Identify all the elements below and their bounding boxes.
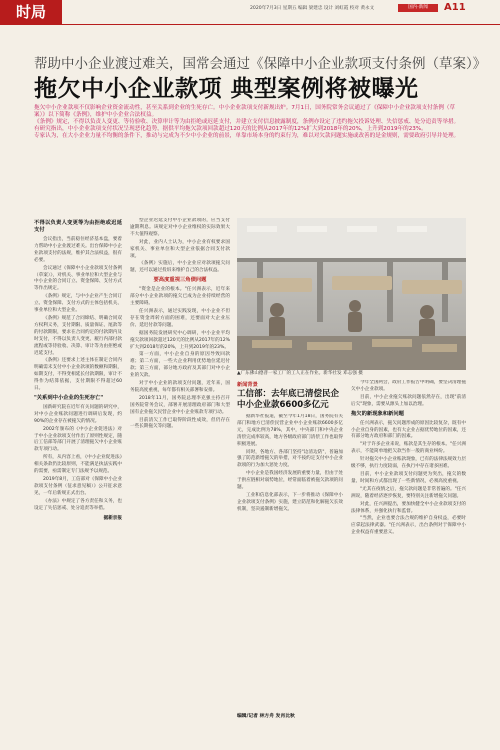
paragraph: 据国务院发展研究中心调研，中小企业平均拖欠款项回款超过120天的比例从2017年的12%扩大到2018年的20%，上升到2019年的23%。 — [130, 330, 230, 350]
paragraph: 目前，中小企业拖欠账款问题依然存在，出现"前清后欠"现象，需要从源头上加以治理。 — [351, 394, 466, 407]
paragraph: 2019年8月，工信部对《保障中小企业款项支付条例（征求意见稿）》公开征求意见，一年后新规正式出台。 — [34, 477, 122, 496]
lead-paragraph: 有研究指出，中小企业款项支付状况呈现恶化趋势，据供平均拖欠款项回款超过120天的比例从2017年的12%扩大到2018年的20%，上升到2019年的23%。 — [34, 126, 427, 132]
column-heading: 拖欠的新现象和新问题 — [351, 410, 404, 417]
paragraph: 今年全国两会，政府工作报告中明确，要坚决清理拖欠中小企业款项。 — [351, 380, 466, 392]
edition-badge: 国内·新闻 — [398, 4, 438, 12]
paragraph: 对于中小企业的款项支付问题，近年来，国务院高度重视，每年都有相关部署和安排。 — [130, 381, 230, 393]
paragraph: 会议指出，当前稳住经济基本盘，要着力帮助中小企业渡过难关。出台保障中小企业款项支付的法规，维护其合法权益，很有必要。 — [34, 237, 122, 263]
paragraph: "对于许多企业来说，账款是其生存的根本。"任兴洲表示，不能简单地把欠款当作一般的商业纠纷。 — [351, 442, 466, 455]
paragraph: 对此，任兴洲提出，要加快健全中小企业款项支付的法律体系，并强化执行和监督。 — [351, 501, 466, 514]
column-heading: 要高度重视三角债问题 — [153, 277, 207, 284]
paragraph: 同时，各地方、各部门坚持"边清边防"，普遍加强了防范新增拖欠的举措，对不按约定支付中小企业款项的行为加大惩处力度。 — [237, 449, 343, 469]
paragraph: 针对拖欠中小企业账款现象，已有的法律法规效力层级不够，执行力度较弱，在执行中存在诸多困难。 — [351, 457, 466, 470]
header-rule — [0, 24, 500, 25]
factory-photo — [237, 218, 466, 370]
factory-photo-image — [237, 218, 466, 370]
paragraph: 任兴洲表示，通过实践发现，中小企业不但存在资金周转方面的困难，还要面对大企业压价、延迟付款等问题。 — [130, 308, 230, 328]
paragraph: 对此，业内人士认为，中小企业有权要求国家机关、事业单位和大型企业依据合同支付款项。 — [130, 239, 230, 259]
paragraph: 《条例》实施后，中小企业应对款项拖欠问题，还可以通过投诉来维护自己的合法权益。 — [130, 261, 230, 274]
paragraph: 《办法》中规定了各方责任和义务，也设定了失信惩戒、处分追责等举措。 — [34, 498, 122, 511]
column-4 — [351, 380, 466, 720]
paragraph: 型企业迟延支付中小企业款项的，应当支付逾期利息。该规定对中小企业维权的实际效果大不大值得观察。 — [130, 218, 230, 237]
byline: 据新京报 — [103, 515, 122, 521]
paragraph: 《条例》规定，与中小企业产生合同订立、资金保障、支付方式的主体包括机关、事业单位和大型企业。 — [34, 294, 122, 314]
page-header — [0, 0, 500, 24]
byline: 编辑/记者 林方舟 发肖比秋 — [237, 714, 295, 719]
column-1 — [34, 218, 122, 718]
pretitle: 帮助中小企业渡过难关，国常会通过《保障中小企业款项支付条例（草案）》 — [34, 56, 487, 72]
column-heading: 不得以负责人变更等为由拒绝或迟延支付 — [34, 220, 122, 233]
paragraph: 目前清欠工作已取得阶段性成效，但仍存在一些长期拖欠等问题。 — [130, 417, 230, 430]
paragraph: 所有，从内容上看，《中小企业促进法》相关条款仍比较原则，不能满足执法实践中的需要，亟需制定专门法规予以规范。 — [34, 455, 122, 475]
section-tag: 时局 — [0, 0, 62, 24]
paragraph: 中小企业是我国经济发展的重要力量，但由于处于供应链相对弱势地位，经常面临着被拖欠款项的问题。 — [237, 471, 343, 491]
column-heading: "关系到中小企业的生死存亡" — [34, 394, 104, 401]
paragraph: 任兴洲表示，拖欠问题形成的原因比较复杂，既有中小企业自身的因素，也有大企业占据优势地位的因素，还有部分地方政府和部门的因素。 — [351, 420, 466, 440]
column-2 — [130, 218, 230, 718]
issue-meta: 2020年7月3日 星期五 编辑 梁建忠 设计 刘虹霞 校对 黄永文 — [250, 6, 375, 11]
column-3 — [237, 414, 343, 720]
news-background-label: 新闻背景 — [237, 382, 258, 388]
paragraph: 据新华社报道，截至今年1月18日，国务院有关部门和地方已清偿民营企业中小企业账款6600多亿元，完成比例为78%，其中，中央部门和中央企业清偿完成率较高，地方各级政府部门清偿工作也取得积极进展。 — [237, 414, 343, 447]
lead-paragraph: 《条例》规定，不得以负责人变更、等待验收、决算审计等为由拒绝或迟延支付，并建立支付信息披露制度，条例亦设定了违约拖欠投诉处理、失信惩戒、处分追责等举措。 — [34, 119, 460, 125]
news-background-title: 工信部：去年底已清偿民企中小企业款6600多亿元 — [237, 389, 340, 410]
lead-paragraph: 拖欠中小企业款项不仅影响企业资金流动性，甚至关系到企业的生死存亡。中小企业款项支付新规出炉。7月1日，国务院常务会议通过了《保障中小企业款项支付条例（草案）》以下简称《条例》，维护中小企业合法权益。 — [34, 105, 456, 118]
paragraph: 目前，中小企业款项支付问题更为突出，拖欠的数量、时间和方式都出现了一些新情况，必须高度重视。 — [351, 471, 466, 484]
photo-caption: ▲广东佛山德普一家工厂的工人正在作业。新华社发 邓志强 摄 — [237, 371, 363, 376]
paragraph: 第一方面，中小企业自身的原因导致回款难；第二方面，一些大企业利用优势地位延迟付款；第三方面，部分地方政府及其部门对中小企业的欠款。 — [130, 352, 230, 379]
paragraph: "资金是企业的根本。"任兴洲表示，近年来部分中小企业款项的拖欠已成为企业持续经营的主要障碍。 — [130, 287, 230, 307]
paragraph: 国新研究院在近年有关问题的研究中，对中小企业账款问题进行调研后发现，约90%的企业存在被拖欠的情况。 — [34, 404, 122, 424]
paragraph: 《条例》还要求上述主体在制定合同内明确需未支付中小企业款项的数额和期限，如期支付，不得变相延长付款期限，审计不得作为结算依据，支付期限不得超过60日。 — [34, 358, 122, 392]
paragraph: 《条例》规范了合同缔结、明确合同双方权利义务，支付期限、质量保证、尾款等的付款期限，要求在合同约定的付款期内及时支付，不得以负责人变更、履行内部付款流程或等待验收、决算、审计等为由拒绝或迟延支付。 — [34, 315, 122, 356]
page-number: A11 — [444, 2, 466, 13]
paragraph: 2018年11月，国务院总理李克强主持召开国务院常务会议，部署开展清理政府部门和大型国有企业拖欠民营企业中小企业账款专项行动。 — [130, 395, 230, 415]
headline: 拖欠中小企业款项 典型案例将被曝光 — [34, 76, 419, 102]
paragraph: "尤其在疫情之后，拖欠款问题是非常普遍的。"任兴洲说，随着经济逐步恢复，要特别关注新增拖欠问题。 — [351, 486, 466, 499]
paragraph: 2002年颁布的《中小企业促进法》对于中小企业款项支付作出了原则性规定，随后工信部等部门开展了清理拖欠中小企业账款专项行动。 — [34, 426, 122, 453]
lead-paragraph: 专家认为，在大小企业力量不均衡的条件下，推动与完成为不少中小企业的前景，单靠市场本身的约束行为，难以对欠款问题实施或改善的是金规则，需要政府引导并处理。 — [34, 133, 460, 139]
paragraph: 会议通过《保障中小企业款项支付条例（草案）》，对机关、事业单位和大型企业与中小企业的合同订立、资金保障、支付方式等作出规定。 — [34, 265, 122, 292]
paragraph: "当然，企业也要合法合规的维护自身权益，必要时应拿起法律武器。"任兴洲表示，出台条例对于保障中小企业权益有重要意义。 — [351, 516, 466, 536]
lead-paragraphs — [34, 105, 466, 140]
paragraph: 工业和信息化部表示，下一步将推动《保障中小企业款项支付条例》实施，建立防范和化解拖欠长效机制，坚决遏制新增拖欠。 — [237, 492, 343, 512]
